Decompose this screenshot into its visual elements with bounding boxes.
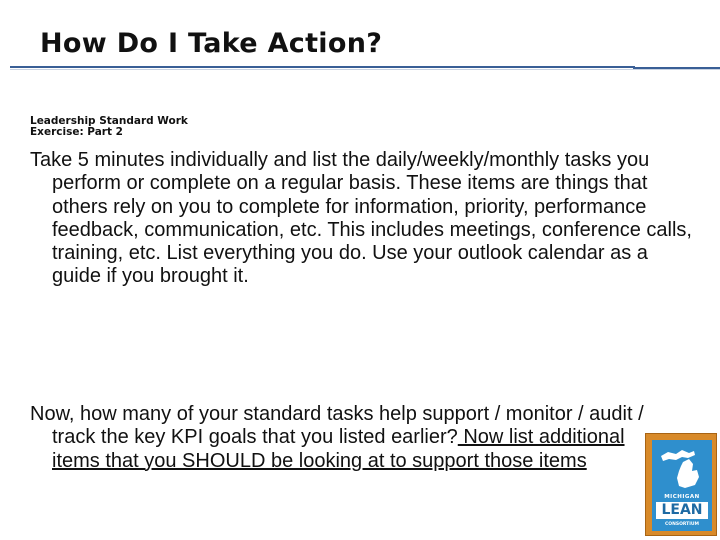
logo-panel (652, 440, 712, 531)
question-text: Now, how many of your standard tasks help support / monitor / audit / track the key KPI goals that you listed earlier? (30, 403, 644, 449)
logo-michigan-text: MICHIGAN (664, 494, 700, 500)
exercise-subtitle (30, 116, 188, 138)
underlined-instruction: Now list additional items that you SHOULD be looking at to support those items (52, 426, 625, 472)
subtitle-line-2: Exercise: Part 2 (30, 126, 123, 138)
michigan-map-icon (658, 444, 706, 492)
logo-lean-text: LEAN (656, 502, 708, 519)
upper-peninsula-shape (661, 450, 695, 461)
subtitle-line-1: Leadership Standard Work (30, 115, 188, 127)
slide-title: How Do I Take Action? (40, 28, 383, 59)
title-underline-shadow (10, 69, 720, 70)
title-underline (10, 66, 635, 68)
instruction-paragraph-1: Take 5 minutes individually and list the daily/weekly/monthly tasks you perform or complete on a regular basis. These items are things that others rely on you to complete for information, priority, performance feedback, communication, etc. This includes meetings, conference calls, training, etc. List everything you do. Use your outlook calendar as a guide if you brought it. (30, 149, 692, 288)
lower-peninsula-shape (677, 459, 699, 488)
michigan-lean-consortium-logo (645, 433, 717, 536)
logo-consortium-text: CONSORTIUM (664, 522, 700, 527)
instruction-paragraph-2 (30, 403, 652, 473)
